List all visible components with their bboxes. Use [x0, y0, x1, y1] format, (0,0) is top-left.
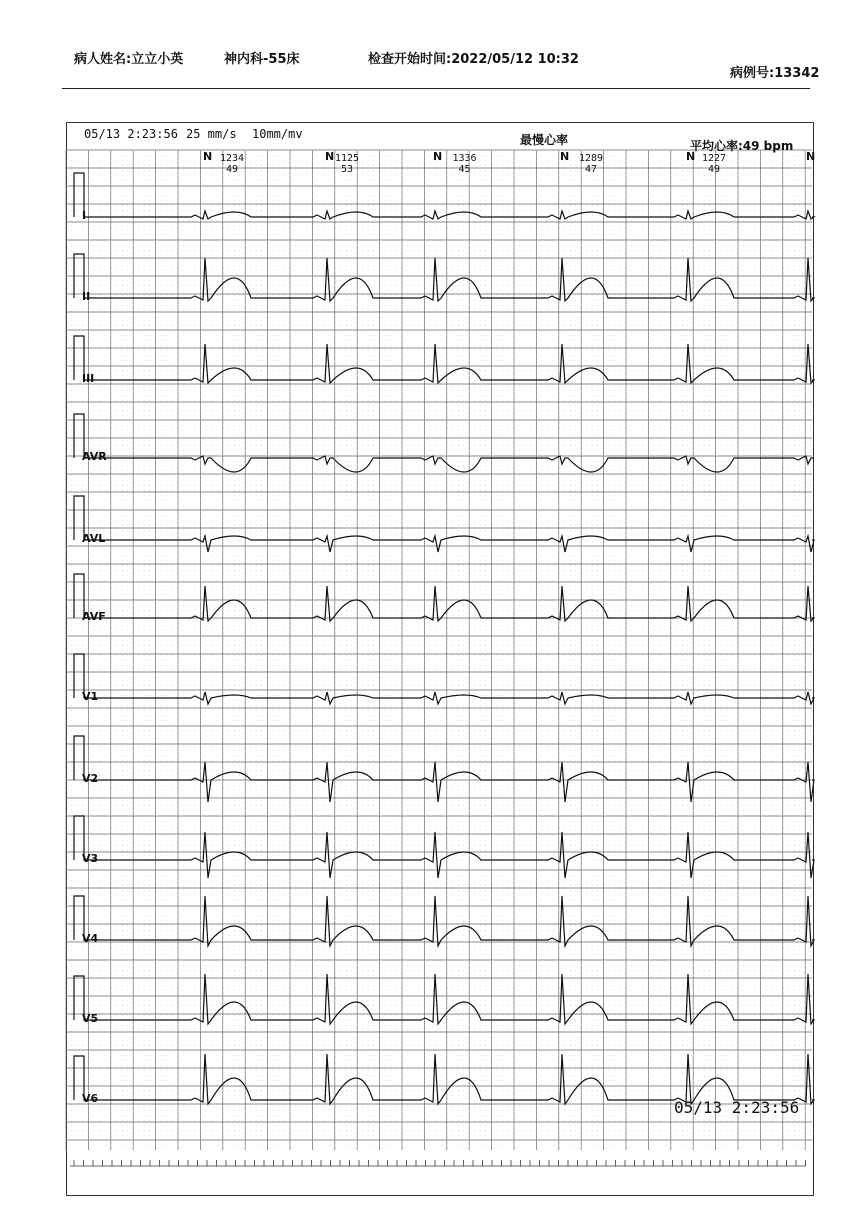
- ecg-trace: [74, 654, 814, 704]
- ecg-trace: [74, 736, 814, 802]
- patient-name: 病人姓名:立立小英: [74, 52, 184, 67]
- ecg-trace: [74, 496, 814, 552]
- rr-bpm: 49: [708, 164, 721, 175]
- rr-bpm: 53: [341, 164, 354, 175]
- lead-label-ii: II: [82, 290, 91, 303]
- ecg-trace: [74, 173, 814, 219]
- ecg-trace: [74, 574, 814, 621]
- rr-interval-label: [335, 153, 359, 175]
- gain-setting: 10mm/mv: [252, 127, 303, 141]
- lead-label-avr: AVR: [82, 450, 107, 463]
- ecg-trace: [74, 974, 814, 1024]
- lead-label-v5: V5: [82, 1012, 99, 1025]
- lead-label-avf: AVF: [82, 610, 106, 623]
- rr-ms: 1125: [335, 153, 360, 164]
- bottom-timestamp: 05/13 2:23:56: [674, 1098, 800, 1117]
- ecg-trace: [74, 336, 814, 383]
- rr-interval-label: [453, 153, 477, 175]
- beat-label-n: N: [325, 150, 335, 163]
- rr-interval-label: [220, 153, 244, 175]
- lead-label-v3: V3: [82, 852, 99, 865]
- beat-label-n: N: [203, 150, 213, 163]
- rr-bpm: 49: [226, 164, 239, 175]
- case-number: 病例号:13342: [730, 66, 820, 81]
- lead-label-v1: V1: [82, 690, 99, 703]
- ecg-trace: [74, 414, 814, 472]
- beat-label-n: N: [686, 150, 696, 163]
- beat-label-n: N: [433, 150, 443, 163]
- exam-start-time: 检查开始时间:2022/05/12 10:32: [368, 52, 579, 67]
- lead-label-v4: V4: [82, 932, 99, 945]
- average-heart-rate: 平均心率:49 bpm: [690, 139, 794, 153]
- ecg-trace: [74, 816, 814, 878]
- rr-interval-label: [702, 153, 726, 175]
- strip-timestamp: 05/13 2:23:56: [84, 127, 178, 141]
- beat-label-n: N: [806, 150, 816, 163]
- lead-label-i: I: [82, 209, 87, 222]
- rr-ms: 1227: [702, 153, 727, 164]
- rr-ms: 1234: [220, 153, 245, 164]
- rr-interval-label: [579, 153, 603, 175]
- beat-label-n: N: [560, 150, 570, 163]
- ecg-trace: [74, 896, 814, 946]
- lead-label-avl: AVL: [82, 532, 106, 545]
- lead-label-iii: III: [82, 372, 95, 385]
- strip-title: 最慢心率: [520, 133, 569, 147]
- lead-label-v2: V2: [82, 772, 99, 785]
- rr-bpm: 47: [585, 164, 598, 175]
- rr-bpm: 45: [458, 164, 471, 175]
- ecg-trace: [74, 1054, 814, 1104]
- rr-ms: 1289: [579, 153, 604, 164]
- paper-speed: 25 mm/s: [186, 127, 237, 141]
- ward-bed: 神内科-55床: [224, 52, 300, 67]
- rr-ms: 1336: [452, 153, 477, 164]
- lead-label-v6: V6: [82, 1092, 99, 1105]
